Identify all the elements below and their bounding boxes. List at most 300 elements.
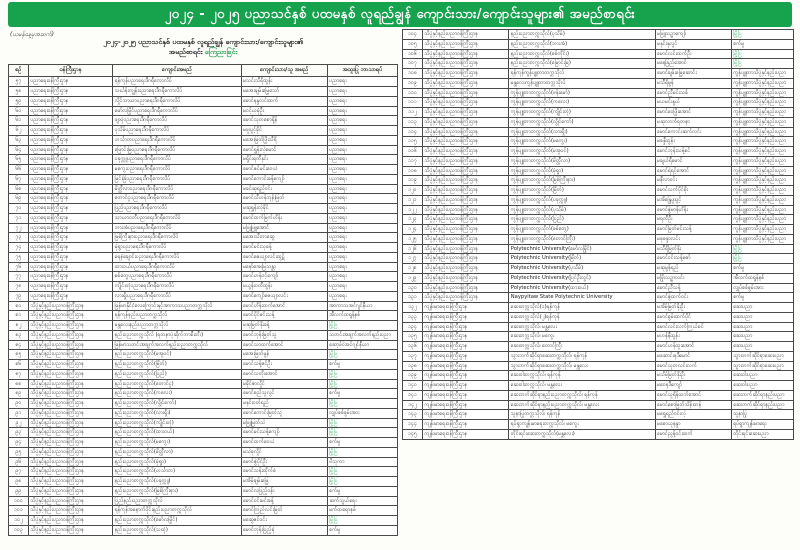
school-cell: နည်းပညာတက္ကသိုလ်(မြောင်းမြ)	[509, 59, 655, 69]
school-cell: သူနာပြုတက္ကသိုလ်၊ ရန်ကုန်	[509, 410, 655, 420]
table-row	[9, 145, 398, 155]
student-name-cell: မောင်စွမ်းထက်ပိုင်	[655, 312, 731, 322]
table-row	[403, 30, 794, 40]
row-number-cell: ၇၈	[9, 282, 29, 292]
student-name-cell: မောင်ချမ်းမြေ့ဆောင်း	[655, 69, 731, 79]
table-row	[9, 204, 398, 214]
ministry-cell: သိပ္ပံနှင့်နည်းပညာဝန်ကြီးဌာန	[29, 360, 113, 370]
table-row	[9, 408, 398, 418]
subject-cell: ဆော့ဖ်ဝဲအင်ဂျင်နီယာ	[327, 340, 397, 350]
row-number-cell: ၆၁	[9, 116, 29, 126]
student-name-cell: မအေးချမ်းမြေ့သော်	[241, 87, 327, 97]
student-name-cell: မဖြူမြတ်သဲ	[241, 418, 327, 428]
row-number-cell: ၆၇	[9, 174, 29, 184]
student-name-cell: မောင်ရဲရင့်အောင်	[655, 166, 731, 176]
table-row	[403, 215, 794, 225]
student-name-cell: မနီလာဝင်း	[655, 176, 731, 186]
ministry-cell: သိပ္ပံနှင့်နည်းပညာဝန်ကြီးဌာန	[423, 127, 509, 137]
school-cell: ဖျာပုံပညာရေးဒီဂရီကောလိပ်	[113, 116, 241, 126]
subject-cell: ပညာရေး	[327, 87, 397, 97]
table-row	[403, 225, 794, 235]
ministry-cell: သိပ္ပံနှင့်နည်းပညာဝန်ကြီးဌာန	[29, 438, 113, 448]
table-row	[9, 486, 398, 496]
table-row	[403, 147, 794, 157]
ministry-cell: ကျန်းမာရေးဝန်ကြီးဌာန	[423, 429, 509, 439]
subject-cell: ကွန်ပျူတာသိပ္ပံနှင့်နည်းပညာ	[731, 205, 793, 215]
page-title-banner: ၂၀၂၄ - ၂၀၂၅ ပညာသင်နှစ် ပထမနှစ် လူရည်ချွန် ကျောင်းသား/ကျောင်းသူများ၏ အမည်စာရင်း	[8, 2, 792, 27]
ministry-cell: သိပ္ပံနှင့်နည်းပညာဝန်ကြီးဌာန	[423, 108, 509, 118]
ministry-cell: သိပ္ပံနှင့်နည်းပညာဝန်ကြီးဌာန	[423, 156, 509, 166]
school-cell: ဆေးတက္ကသိုလ်၊ မကွေး	[509, 332, 655, 342]
table-row	[9, 350, 398, 360]
ministry-cell: ပညာရေးဝန်ကြီးဌာန	[29, 155, 113, 165]
subject-cell: ကွန်ပျူတာသိပ္ပံနှင့်နည်းပညာ	[731, 156, 793, 166]
row-number-cell: ၇၄	[9, 243, 29, 253]
header-school: ကျောင်းအမည်	[113, 65, 241, 77]
ministry-cell: ပညာရေးဝန်ကြီးဌာန	[29, 126, 113, 136]
student-name-cell: မရတီဦး	[655, 215, 731, 225]
table-row	[403, 293, 794, 303]
school-cell: ရန်ကုန်ကွန်ပျူတာတက္ကသိုလ်	[509, 69, 655, 79]
school-cell: နည်းပညာတက္ကသိုလ်(ပြည်)	[113, 369, 241, 379]
subtitle-line2	[8, 47, 398, 57]
row-number-cell: ၁၃၆	[403, 342, 423, 352]
subject-cell: မြို့ပြ	[327, 477, 397, 487]
row-number-cell: ၁၁၀	[403, 88, 423, 98]
school-cell: ရန်ကုန်နည်းပညာတက္ကသိုလ်	[113, 311, 241, 321]
ministry-cell: သိပ္ပံနှင့်နည်းပညာဝန်ကြီးဌာန	[29, 389, 113, 399]
subject-cell: မြို့ပြ	[327, 467, 397, 477]
subject-cell: ပညာရေး	[327, 116, 397, 126]
student-name-cell: မအေးမြတ်မွန်	[241, 350, 327, 360]
school-cell: နည်းပညာတက္ကသိုလ်(ဘားအံ)	[509, 39, 655, 49]
subject-cell: စက်မှု	[731, 39, 793, 49]
row-number-cell: ၁၄၃	[403, 410, 423, 420]
student-name-cell: မောင်သာထက်အောင်	[241, 340, 327, 350]
student-name-cell: မောင်သုတလင်းလက်	[655, 361, 731, 371]
subject-cell: မြို့ပြ	[731, 49, 793, 59]
student-name-cell: မောင်ညီသန့်	[655, 283, 731, 293]
subtitle-line1: ၂၀၂၄-၂၀၂၅ ပညာသင်နှစ် ပထမနှစ် လူရည်ချွန် ကျောင်းသား/ကျောင်းသူများ၏	[103, 38, 303, 46]
row-number-cell: ၁၀၂	[9, 516, 29, 526]
school-cell: မြန်မာနိုင်ငံလေကြောင်းနှင့်အာကာသပညာတက္ကသိုလ်	[113, 301, 241, 311]
school-cell: မြင်းခြံပညာရေးဒီဂရီကောလိပ်	[113, 174, 241, 184]
subject-cell: ပညာရေး	[327, 96, 397, 106]
student-name-cell: မောင်ဇွဲမာန်ဟိန်း	[655, 205, 731, 215]
row-number-cell: ၉၆	[9, 457, 29, 467]
table-row	[403, 332, 794, 342]
student-name-cell: မဖြူသဉ္ဇာကျော်	[655, 30, 731, 40]
student-name-cell: မောင်ညွန့်ဝင်းထက်	[655, 429, 731, 439]
table-row	[403, 429, 794, 439]
student-name-cell: မောင်ဘုန်းမြတ်သူ	[241, 330, 327, 340]
subject-cell: မြို့ပြ	[731, 59, 793, 69]
row-number-cell: ၉၉	[9, 486, 29, 496]
subject-cell: ပညာရေး	[327, 77, 397, 87]
ministry-cell: သိပ္ပံနှင့်နည်းပညာဝန်ကြီးဌာန	[29, 486, 113, 496]
row-number-cell: ၉၇	[9, 467, 29, 477]
row-number-cell: ၇၂	[9, 223, 29, 233]
table-row	[9, 438, 398, 448]
students-table-right	[402, 29, 794, 440]
table-row	[403, 137, 794, 147]
table-row	[9, 301, 398, 311]
ministry-cell: ကျန်းမာရေးဝန်ကြီးဌာန	[423, 420, 509, 430]
subtitle-line2-highlight: ကြေညာခြင်း	[204, 48, 238, 57]
student-name-cell: မဖြိုးသဉ္ဇာလင်း	[655, 273, 731, 283]
ministry-cell: သိပ္ပံနှင့်နည်းပညာဝန်ကြီးဌာန	[423, 283, 509, 293]
row-number-cell: ၁၃၃	[403, 312, 423, 322]
school-cell: မိတ္ထီလာပညာရေးဒီဂရီကောလိပ်	[113, 184, 241, 194]
ministry-cell: ပညာရေးဝန်ကြီးဌာန	[29, 282, 113, 292]
subject-cell: မြို့ပြ	[731, 30, 793, 40]
table-row	[403, 273, 794, 283]
row-number-cell: ၁၃၇	[403, 351, 423, 361]
table-row	[9, 87, 398, 97]
student-name-cell: မစန္ဒီထွန်း	[655, 137, 731, 147]
ministry-cell: ကျန်းမာရေးဝန်ကြီးဌာန	[423, 361, 509, 371]
subject-cell: ကွန်ပျူတာသိပ္ပံနှင့်နည်းပညာ	[731, 108, 793, 118]
row-number-cell: ၁၄၀	[403, 381, 423, 391]
row-number-cell: ၉၀	[9, 399, 29, 409]
student-name-cell: မောင်ဝေဖြိုးအောင်	[655, 108, 731, 118]
subject-cell: ဆေးပညာ	[731, 303, 793, 313]
school-cell: Polytechnic University(မော်လမြိုင်)	[509, 244, 655, 254]
student-name-cell: မောင်သီဟန်ဘုန်းမြတ်	[241, 194, 327, 204]
row-number-cell: ၇၀	[9, 204, 29, 214]
school-cell: ကွန်ပျူတာတက္ကသိုလ်(စစ်တွေ)	[509, 225, 655, 235]
row-number-cell: ၈၈	[9, 379, 29, 389]
school-cell: ရန်ကုန်အနောက်ပိုင်းနည်းပညာတက္ကသိုလ်	[113, 506, 241, 516]
table-row	[9, 311, 398, 321]
ministry-cell: သိပ္ပံနှင့်နည်းပညာဝန်ကြီးဌာန	[29, 428, 113, 438]
table-row	[403, 195, 794, 205]
table-row	[9, 330, 398, 340]
ministry-cell: ကျန်းမာရေးဝန်ကြီးဌာန	[423, 390, 509, 400]
table-row	[9, 252, 398, 262]
school-cell: နည်းပညာတက္ကသိုလ်(ဟင်္သာတ)	[113, 467, 241, 477]
header-subject: အထူးပြု ဘာသာရပ်	[327, 65, 397, 77]
subject-cell: သတင်းအချက်အလက်နည်းပညာ	[327, 330, 397, 340]
ministry-cell: ကျန်းမာရေးဝန်ကြီးဌာန	[423, 371, 509, 381]
subject-cell: ဆေးပညာ	[731, 342, 793, 352]
school-cell: ထားဝယ်ပညာရေးဒီဂရီကောလိပ်	[113, 262, 241, 272]
school-cell: နည်းပညာတက္ကသိုလ်(မအူပင်)	[113, 350, 241, 360]
row-number-cell: ၁၄၂	[403, 400, 423, 410]
ministry-cell: သိပ္ပံနှင့်နည်းပညာဝန်ကြီးဌာန	[29, 457, 113, 467]
ministry-cell: ကျန်းမာရေးဝန်ကြီးဌာန	[423, 303, 509, 313]
table-row	[9, 213, 398, 223]
subject-cell: အာကာသအင်ဂျင်နီယာ	[327, 301, 397, 311]
subject-cell: ကွန်ပျူတာသိပ္ပံနှင့်နည်းပညာ	[731, 147, 793, 157]
school-cell: တိုင်းရင်းဆေးတက္ကသိုလ်(မန္တလေး)	[509, 429, 655, 439]
school-cell: ကွန်ပျူတာတက္ကသိုလ်(လားရှိုး)	[509, 127, 655, 137]
table-row	[9, 165, 398, 175]
subject-cell: ဆေးဝါးပညာ	[731, 371, 793, 381]
row-number-cell: ၈၆	[9, 360, 29, 370]
school-cell: မြောင်းမြပညာရေးဒီဂရီကောလိပ်	[113, 145, 241, 155]
subject-cell: ပညာရေး	[327, 155, 397, 165]
table-row	[403, 381, 794, 391]
table-row	[403, 351, 794, 361]
row-number-cell: ၉၅	[9, 447, 29, 457]
school-cell: ဆေးတက္ကသိုလ်(၁)ရန်ကုန်	[509, 303, 655, 313]
student-name-cell: မအေးသီတာဆွေ	[241, 233, 327, 243]
table-row	[9, 291, 398, 301]
student-name-cell: မယွန်းဝတီထွန်း	[241, 282, 327, 292]
table-row	[403, 234, 794, 244]
table-row	[9, 457, 398, 467]
student-name-cell: မချယ်ရီမောင်	[655, 156, 731, 166]
table-row	[9, 447, 398, 457]
school-cell: ဆေးဘက်ဆိုင်ရာနည်းပညာတက္ကသိုလ်၊ မန္တလေး	[509, 400, 655, 410]
table-row	[403, 108, 794, 118]
table-header-row	[9, 65, 398, 77]
ministry-cell: သိပ္ပံနှင့်နည်းပညာဝန်ကြီးဌာန	[423, 205, 509, 215]
row-number-cell: ၅၉	[9, 96, 29, 106]
row-number-cell: ၆၄	[9, 145, 29, 155]
subject-cell: ကွန်ပျူတာသိပ္ပံနှင့်နည်းပညာ	[731, 195, 793, 205]
row-number-cell: ၉၈	[9, 477, 29, 487]
subject-cell: ပညာရေး	[327, 106, 397, 116]
subject-cell: မြို့ပြ	[731, 254, 793, 264]
row-number-cell: ၇၉	[9, 291, 29, 301]
school-cell: မန္တလေးနည်းပညာတက္ကသိုလ်	[113, 321, 241, 331]
ministry-cell: သိပ္ပံနှင့်နည်းပညာဝန်ကြီးဌာန	[423, 117, 509, 127]
school-cell: ရပ်ရွာကျန်းမာရေးတက္ကသိုလ်၊ မကွေး	[509, 420, 655, 430]
school-cell: ဆေးတက္ကသိုလ်၊ တောင်ကြီး	[509, 342, 655, 352]
row-number-cell: ၆၀	[9, 106, 29, 116]
school-cell: နည်းပညာတက္ကသိုလ်(မြိတ်)	[113, 360, 241, 370]
row-number-cell: ၇၁	[9, 213, 29, 223]
student-name-cell: မခိုင်ဇာလှိုင်	[241, 379, 327, 389]
table-row	[9, 184, 398, 194]
table-row	[9, 506, 398, 516]
subject-cell: ပညာရေး	[327, 243, 397, 253]
student-name-cell: မအေးမြတ်ဖြိုးသီရိ	[241, 135, 327, 145]
ministry-cell: သိပ္ပံနှင့်နည်းပညာဝန်ကြီးဌာန	[29, 447, 113, 457]
student-name-cell: မောင်သုတစောရှိန်	[241, 116, 327, 126]
student-name-cell: မနှင်းနုလွင်	[655, 39, 731, 49]
row-number-cell: ၈၃	[9, 330, 29, 340]
ministry-cell: သိပ္ပံနှင့်နည်းပညာဝန်ကြီးဌာန	[423, 137, 509, 147]
row-number-cell: ၆၆	[9, 165, 29, 175]
school-cell: နည်းပညာတက္ကသိုလ်(သထုံ)	[113, 525, 241, 535]
row-number-cell: ၁၁၃	[403, 117, 423, 127]
subject-cell: စက်မှု	[731, 264, 793, 274]
school-cell: ပြည်ပညာရေးဒီဂရီကောလိပ်	[113, 204, 241, 214]
ministry-cell: သိပ္ပံနှင့်နည်းပညာဝန်ကြီးဌာန	[29, 301, 113, 311]
table-row	[403, 176, 794, 186]
ministry-cell: ပညာရေးဝန်ကြီးဌာန	[29, 116, 113, 126]
student-name-cell: မောင်ဝင်းသန့်ဇော်	[655, 254, 731, 264]
row-number-cell: ၈၀	[9, 301, 29, 311]
student-name-cell: မောင်ညီမင်းသစ်	[655, 88, 731, 98]
students-table-left	[8, 64, 398, 536]
school-cell: နည်းပညာတက္ကသိုလ်(မော်လမြိုင်)	[113, 516, 241, 526]
table-row	[9, 340, 398, 350]
table-row	[403, 322, 794, 332]
school-cell: နည်းပညာတက္ကသိုလ်(မိတ္ထီလာ)	[113, 447, 241, 457]
school-cell: နည်းပညာတက္ကသိုလ်(ပုသိမ်)	[509, 30, 655, 40]
student-name-cell: မောင်ဝင်းမင်းခန့်	[241, 496, 327, 506]
table-row	[403, 59, 794, 69]
subject-cell: ပညာရေး	[327, 223, 397, 233]
ministry-cell: ပညာရေးဝန်ကြီးဌာန	[29, 194, 113, 204]
subject-cell: ဆေးဘက်ဆိုင်ရာနည်းပညာ	[731, 390, 793, 400]
subject-cell: ကွန်ပျူတာသိပ္ပံနှင့်နည်းပညာ	[731, 137, 793, 147]
ministry-cell: သိပ္ပံနှင့်နည်းပညာဝန်ကြီးဌာန	[29, 516, 113, 526]
ministry-cell: သိပ္ပံနှင့်နည်းပညာဝန်ကြီးဌာန	[423, 49, 509, 59]
student-name-cell: မဆုမြတ်နိုးခန့်	[241, 321, 327, 331]
ministry-cell: သိပ္ပံနှင့်နည်းပညာဝန်ကြီးဌာန	[29, 321, 113, 331]
school-cell: မြန်မာသတင်းအချက်အလက်နည်းပညာတက္ကသိုလ်	[113, 340, 241, 350]
subject-cell: စက်မှု	[327, 486, 397, 496]
school-cell: ကွန်ပျူတာတက္ကသိုလ်(မြိတ်)	[509, 186, 655, 196]
school-cell: ဆေးဘက်ဆိုင်ရာနည်းပညာတက္ကသိုလ်၊ ရန်ကုန်	[509, 390, 655, 400]
row-number-cell: ၁၀၈	[403, 69, 423, 79]
row-number-cell: ၈၄	[9, 340, 29, 350]
table-row	[403, 98, 794, 108]
table-row	[403, 361, 794, 371]
school-cell: လားရှိုးပညာရေးဒီဂရီကောလိပ်	[113, 291, 241, 301]
ministry-cell: ပညာရေးဝန်ကြီးဌာန	[29, 135, 113, 145]
row-number-cell: ၇၆	[9, 262, 29, 272]
school-cell: Polytechnic University(ပြင်ဦးလွင်)	[509, 273, 655, 283]
student-name-cell: မနော်အေးမြသန္တာ	[241, 262, 327, 272]
ministry-cell: သိပ္ပံနှင့်နည်းပညာဝန်ကြီးဌာန	[29, 525, 113, 535]
ministry-cell: ပညာရေးဝန်ကြီးဌာန	[29, 96, 113, 106]
ministry-cell: ပညာရေးဝန်ကြီးဌာန	[29, 233, 113, 243]
school-cell: ဆေးဝါးတက္ကသိုလ်၊ မန္တလေး	[509, 381, 655, 391]
school-cell: ကွန်ပျူတာတက္ကသိုလ်(မိတ္ထီလာ)	[509, 156, 655, 166]
row-number-cell: ၉၁	[9, 408, 29, 418]
school-cell: ကွန်ပျူတာတက္ကသိုလ်(မကွေး)	[509, 137, 655, 147]
ministry-cell: ပညာရေးဝန်ကြီးဌာန	[29, 174, 113, 184]
school-cell: ကျိုင်းတုံပညာရေးဒီဂရီကောလိပ်	[113, 282, 241, 292]
student-name-cell: မဖြူဖြူအောင်	[241, 223, 327, 233]
row-number-cell: ၆၈	[9, 184, 29, 194]
row-number-cell: ၁၂၄	[403, 225, 423, 235]
student-name-cell: မောင်မင်းသန့်ကျော်	[241, 428, 327, 438]
student-name-cell: မောင်မြတ်မင်းသန့်	[655, 225, 731, 235]
row-number-cell: ၅၇	[9, 77, 29, 87]
student-name-cell: မောင်ဇေယျာလင်းထွဋ်	[241, 252, 327, 262]
table-row	[9, 194, 398, 204]
subject-cell: ကွန်ပျူတာသိပ္ပံနှင့်နည်းပညာ	[731, 69, 793, 79]
ministry-cell: ပညာရေးဝန်ကြီးဌာန	[29, 184, 113, 194]
school-cell: ပုသိမ်ပညာရေးဒီဂရီကောလိပ်	[113, 126, 241, 136]
subject-cell: ကွန်ပျူတာသိပ္ပံနှင့်နည်းပညာ	[731, 234, 793, 244]
ministry-cell: သိပ္ပံနှင့်နည်းပညာဝန်ကြီးဌာန	[423, 69, 509, 79]
header-no: စဉ်	[9, 65, 29, 77]
school-cell: ဘားအံပညာရေးဒီဂရီကောလိပ်	[113, 223, 241, 233]
student-name-cell: မောင်စည်သူလွင်	[241, 389, 327, 399]
row-number-cell: ၁၃၈	[403, 361, 423, 371]
ministry-cell: သိပ္ပံနှင့်နည်းပညာဝန်ကြီးဌာန	[29, 477, 113, 487]
school-cell: နည်းပညာတက္ကသိုလ်(ထားဝယ်)	[113, 428, 241, 438]
ministry-cell: သိပ္ပံနှင့်နည်းပညာဝန်ကြီးဌာန	[29, 506, 113, 516]
subject-cell: ပညာရေး	[327, 126, 397, 136]
ministry-cell: ပညာရေးဝန်ကြီးဌာန	[29, 243, 113, 253]
ministry-cell: သိပ္ပံနှင့်နည်းပညာဝန်ကြီးဌာန	[29, 369, 113, 379]
school-cell: နည်းပညာတက္ကသိုလ်(တောင်ငူ)	[113, 379, 241, 389]
subject-cell: ဆေးပညာ	[731, 322, 793, 332]
subject-cell: ကွန်ပျူတာသိပ္ပံနှင့်နည်းပညာ	[731, 117, 793, 127]
ministry-cell: ပညာရေးဝန်ကြီးဌာန	[29, 262, 113, 272]
student-name-cell: မယမင်းနွယ်	[655, 98, 731, 108]
school-cell: နည်းပညာတက္ကသိုလ်(ကလေး)	[113, 389, 241, 399]
student-name-cell: မောင်လင်းထက်ဦး	[655, 49, 731, 59]
table-row	[403, 410, 794, 420]
school-cell: ဆေးတက္ကသိုလ်(၂)ရန်ကုန်	[509, 312, 655, 322]
ministry-cell: ပညာရေးဝန်ကြီးဌာန	[29, 223, 113, 233]
school-cell: မော်လမြိုင်ပညာရေးဒီဂရီကောလိပ်	[113, 106, 241, 116]
table-row	[403, 312, 794, 322]
row-number-cell: ၈၉	[9, 389, 29, 399]
school-cell: သာယာဝတီပညာရေးဒီဂရီကောလိပ်	[113, 213, 241, 223]
table-row	[9, 321, 398, 331]
table-row	[403, 244, 794, 254]
row-number-cell: ၈၅	[9, 350, 29, 360]
student-name-cell: မဝင့်ယမုံဦး	[241, 106, 327, 116]
row-number-cell: ၉၃	[9, 428, 29, 438]
ministry-cell: သိပ္ပံနှင့်နည်းပညာဝန်ကြီးဌာန	[29, 350, 113, 360]
ministry-cell: သိပ္ပံနှင့်နည်းပညာဝန်ကြီးဌာန	[29, 311, 113, 321]
table-row	[403, 39, 794, 49]
row-number-cell: ၇၃	[9, 233, 29, 243]
subject-cell: ပညာရေး	[327, 252, 397, 262]
subject-cell: ကွန်ပျူတာသိပ္ပံနှင့်နည်းပညာ	[731, 215, 793, 225]
student-name-cell: မောင်ကျော်ဇေယျာလင်း	[241, 291, 327, 301]
student-name-cell: မဆုလာဘ်ရတနာ	[655, 117, 731, 127]
student-name-cell: မသီရိမြတ်နိုး	[655, 244, 731, 254]
table-row	[403, 420, 794, 430]
subject-cell: ပညာရေး	[327, 272, 397, 282]
student-name-cell: မောင်ထက်ဝေယံ	[241, 438, 327, 448]
subject-cell: သွားဘက်ဆိုင်ရာဆေးပညာ	[731, 351, 793, 361]
row-number-cell: ၇၇	[9, 272, 29, 282]
table-row	[9, 525, 398, 535]
subject-cell: ပညာရေး	[327, 204, 397, 214]
student-name-cell: မောင်သတိုးအောင်	[241, 369, 327, 379]
table-row	[9, 116, 398, 126]
ministry-cell: ပညာရေးဝန်ကြီးဌာန	[29, 291, 113, 301]
subtitle	[8, 37, 398, 57]
row-number-cell: ၁၂၂	[403, 205, 423, 215]
student-name-cell: မသိမ့်မြတ်နိုးဦး	[655, 371, 731, 381]
subject-cell: သွားဘက်ဆိုင်ရာဆေးပညာ	[731, 361, 793, 371]
student-name-cell: မောင်ရွှန်းလဲ့မောင်	[241, 145, 327, 155]
subject-cell: ကွန်ပျူတာသိပ္ပံနှင့်နည်းပညာ	[731, 186, 793, 196]
row-number-cell: ၁၃၀	[403, 283, 423, 293]
subject-cell: စက်မှု	[327, 360, 397, 370]
row-number-cell: ၁၄၅	[403, 429, 423, 439]
student-name-cell: မသင်းသီရိထွန်း	[241, 77, 327, 87]
subject-cell: ဆေးပညာ	[731, 312, 793, 322]
ministry-cell: ပညာရေးဝန်ကြီးဌာန	[29, 87, 113, 97]
table-row	[9, 174, 398, 184]
ministry-cell: ကျန်းမာရေးဝန်ကြီးဌာန	[423, 351, 509, 361]
subject-cell: ပညာရေး	[327, 233, 397, 243]
ministry-cell: ပညာရေးဝန်ကြီးဌာန	[29, 106, 113, 116]
ministry-cell: သိပ္ပံနှင့်နည်းပညာဝန်ကြီးဌာန	[423, 244, 509, 254]
subject-cell: ဆေးပညာ	[731, 332, 793, 342]
ministry-cell: ကျန်းမာရေးဝန်ကြီးဌာန	[423, 410, 509, 420]
student-name-cell: မောင်ဇွဲထက်ဝင်း	[655, 293, 731, 303]
school-cell: မြစ်ကြီးနားပညာရေးဒီဂရီကောလိပ်	[113, 233, 241, 243]
table-row	[9, 126, 398, 136]
